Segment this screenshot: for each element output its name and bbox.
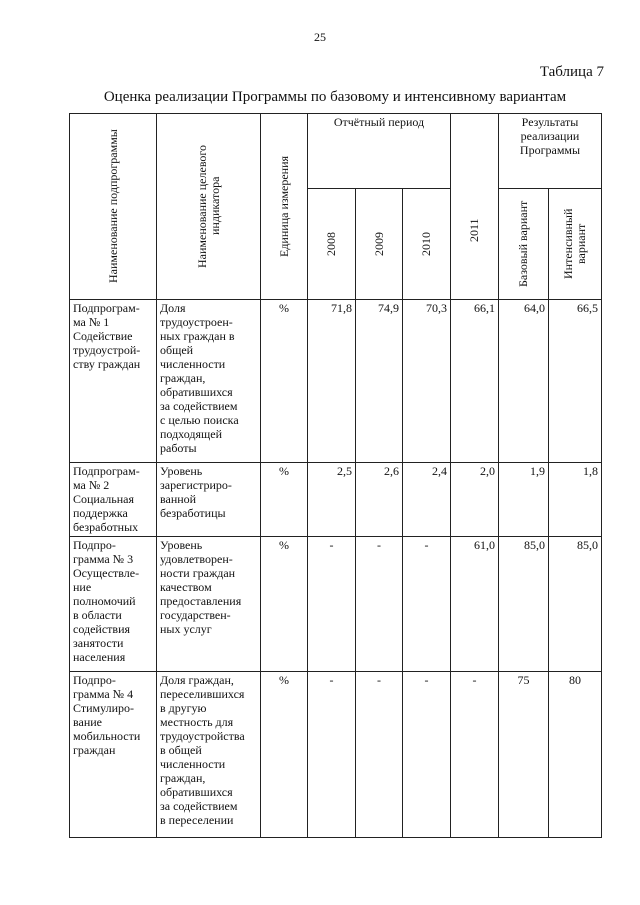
header-intensive-variant: Интенсивный вариант	[549, 189, 602, 300]
table-title: Оценка реализации Программы по базовому и интенсивному вариантам	[103, 89, 567, 105]
value-2008: 71,8	[308, 300, 356, 463]
table-row	[70, 463, 602, 537]
table-row	[70, 300, 602, 463]
unit-cell: %	[261, 537, 308, 672]
indicator-name: Уровень зарегистриро- ванной безработицы	[157, 463, 261, 537]
value-2008: -	[308, 537, 356, 672]
indicator-name: Уровень удовлетворен- ности граждан качеством предоставления государствен- ных услуг	[157, 537, 261, 672]
value-2011: 61,0	[451, 537, 499, 672]
page-number: 25	[314, 30, 326, 44]
value-2011: 66,1	[451, 300, 499, 463]
value-2010: 2,4	[403, 463, 451, 537]
value-2009: -	[356, 537, 403, 672]
value-2010: 70,3	[403, 300, 451, 463]
value-2009: 2,6	[356, 463, 403, 537]
unit-cell: %	[261, 300, 308, 463]
header-year-2009: 2009	[356, 189, 403, 300]
header-period: Отчётный период	[308, 114, 451, 189]
value-2010: -	[403, 537, 451, 672]
value-2011: 2,0	[451, 463, 499, 537]
value-2008: 2,5	[308, 463, 356, 537]
value-intensive: 85,0	[549, 537, 602, 672]
value-intensive: 1,8	[549, 463, 602, 537]
value-2009: 74,9	[356, 300, 403, 463]
header-year-2011: 2011	[451, 114, 499, 300]
evaluation-table	[69, 113, 602, 838]
unit-cell: %	[261, 672, 308, 838]
value-2009: -	[356, 672, 403, 838]
value-base: 1,9	[499, 463, 549, 537]
subprogram-name: Подпро- грамма № 3 Осуществле- ние полномочий в области содействия занятости населения	[70, 537, 157, 672]
value-2008: -	[308, 672, 356, 838]
table-row	[70, 537, 602, 672]
value-base: 64,0	[499, 300, 549, 463]
unit-cell: %	[261, 463, 308, 537]
header-indicator: Наименование целевого индикатора	[157, 114, 261, 300]
header-unit: Единица измерения	[261, 114, 308, 300]
header-year-2008: 2008	[308, 189, 356, 300]
header-results: Результаты реализации Программы	[499, 114, 602, 189]
header-base-variant: Базовый вариант	[499, 189, 549, 300]
table-row	[70, 672, 602, 838]
value-intensive: 80	[549, 672, 602, 838]
header-subprogram: Наименование подпрограммы	[70, 114, 157, 300]
indicator-name: Доля граждан, переселившихся в другую местность для трудоустройства в общей численности граждан, обратившихся за содействием в переселении	[157, 672, 261, 838]
header-year-2010: 2010	[403, 189, 451, 300]
indicator-name: Доля трудоустроен- ных граждан в общей численности граждан, обратившихся за содействием с целью поиска подходящей работы	[157, 300, 261, 463]
subprogram-name: Подпрограм- ма № 1 Содействие трудоустрой- ству граждан	[70, 300, 157, 463]
subprogram-name: Подпро- грамма № 4 Стимулиро- вание мобильности граждан	[70, 672, 157, 838]
value-intensive: 66,5	[549, 300, 602, 463]
value-base: 85,0	[499, 537, 549, 672]
value-2010: -	[403, 672, 451, 838]
subprogram-name: Подпрограм- ма № 2 Социальная поддержка безработных	[70, 463, 157, 537]
value-base: 75	[499, 672, 549, 838]
table-label: Таблица 7	[539, 64, 604, 80]
value-2011: -	[451, 672, 499, 838]
